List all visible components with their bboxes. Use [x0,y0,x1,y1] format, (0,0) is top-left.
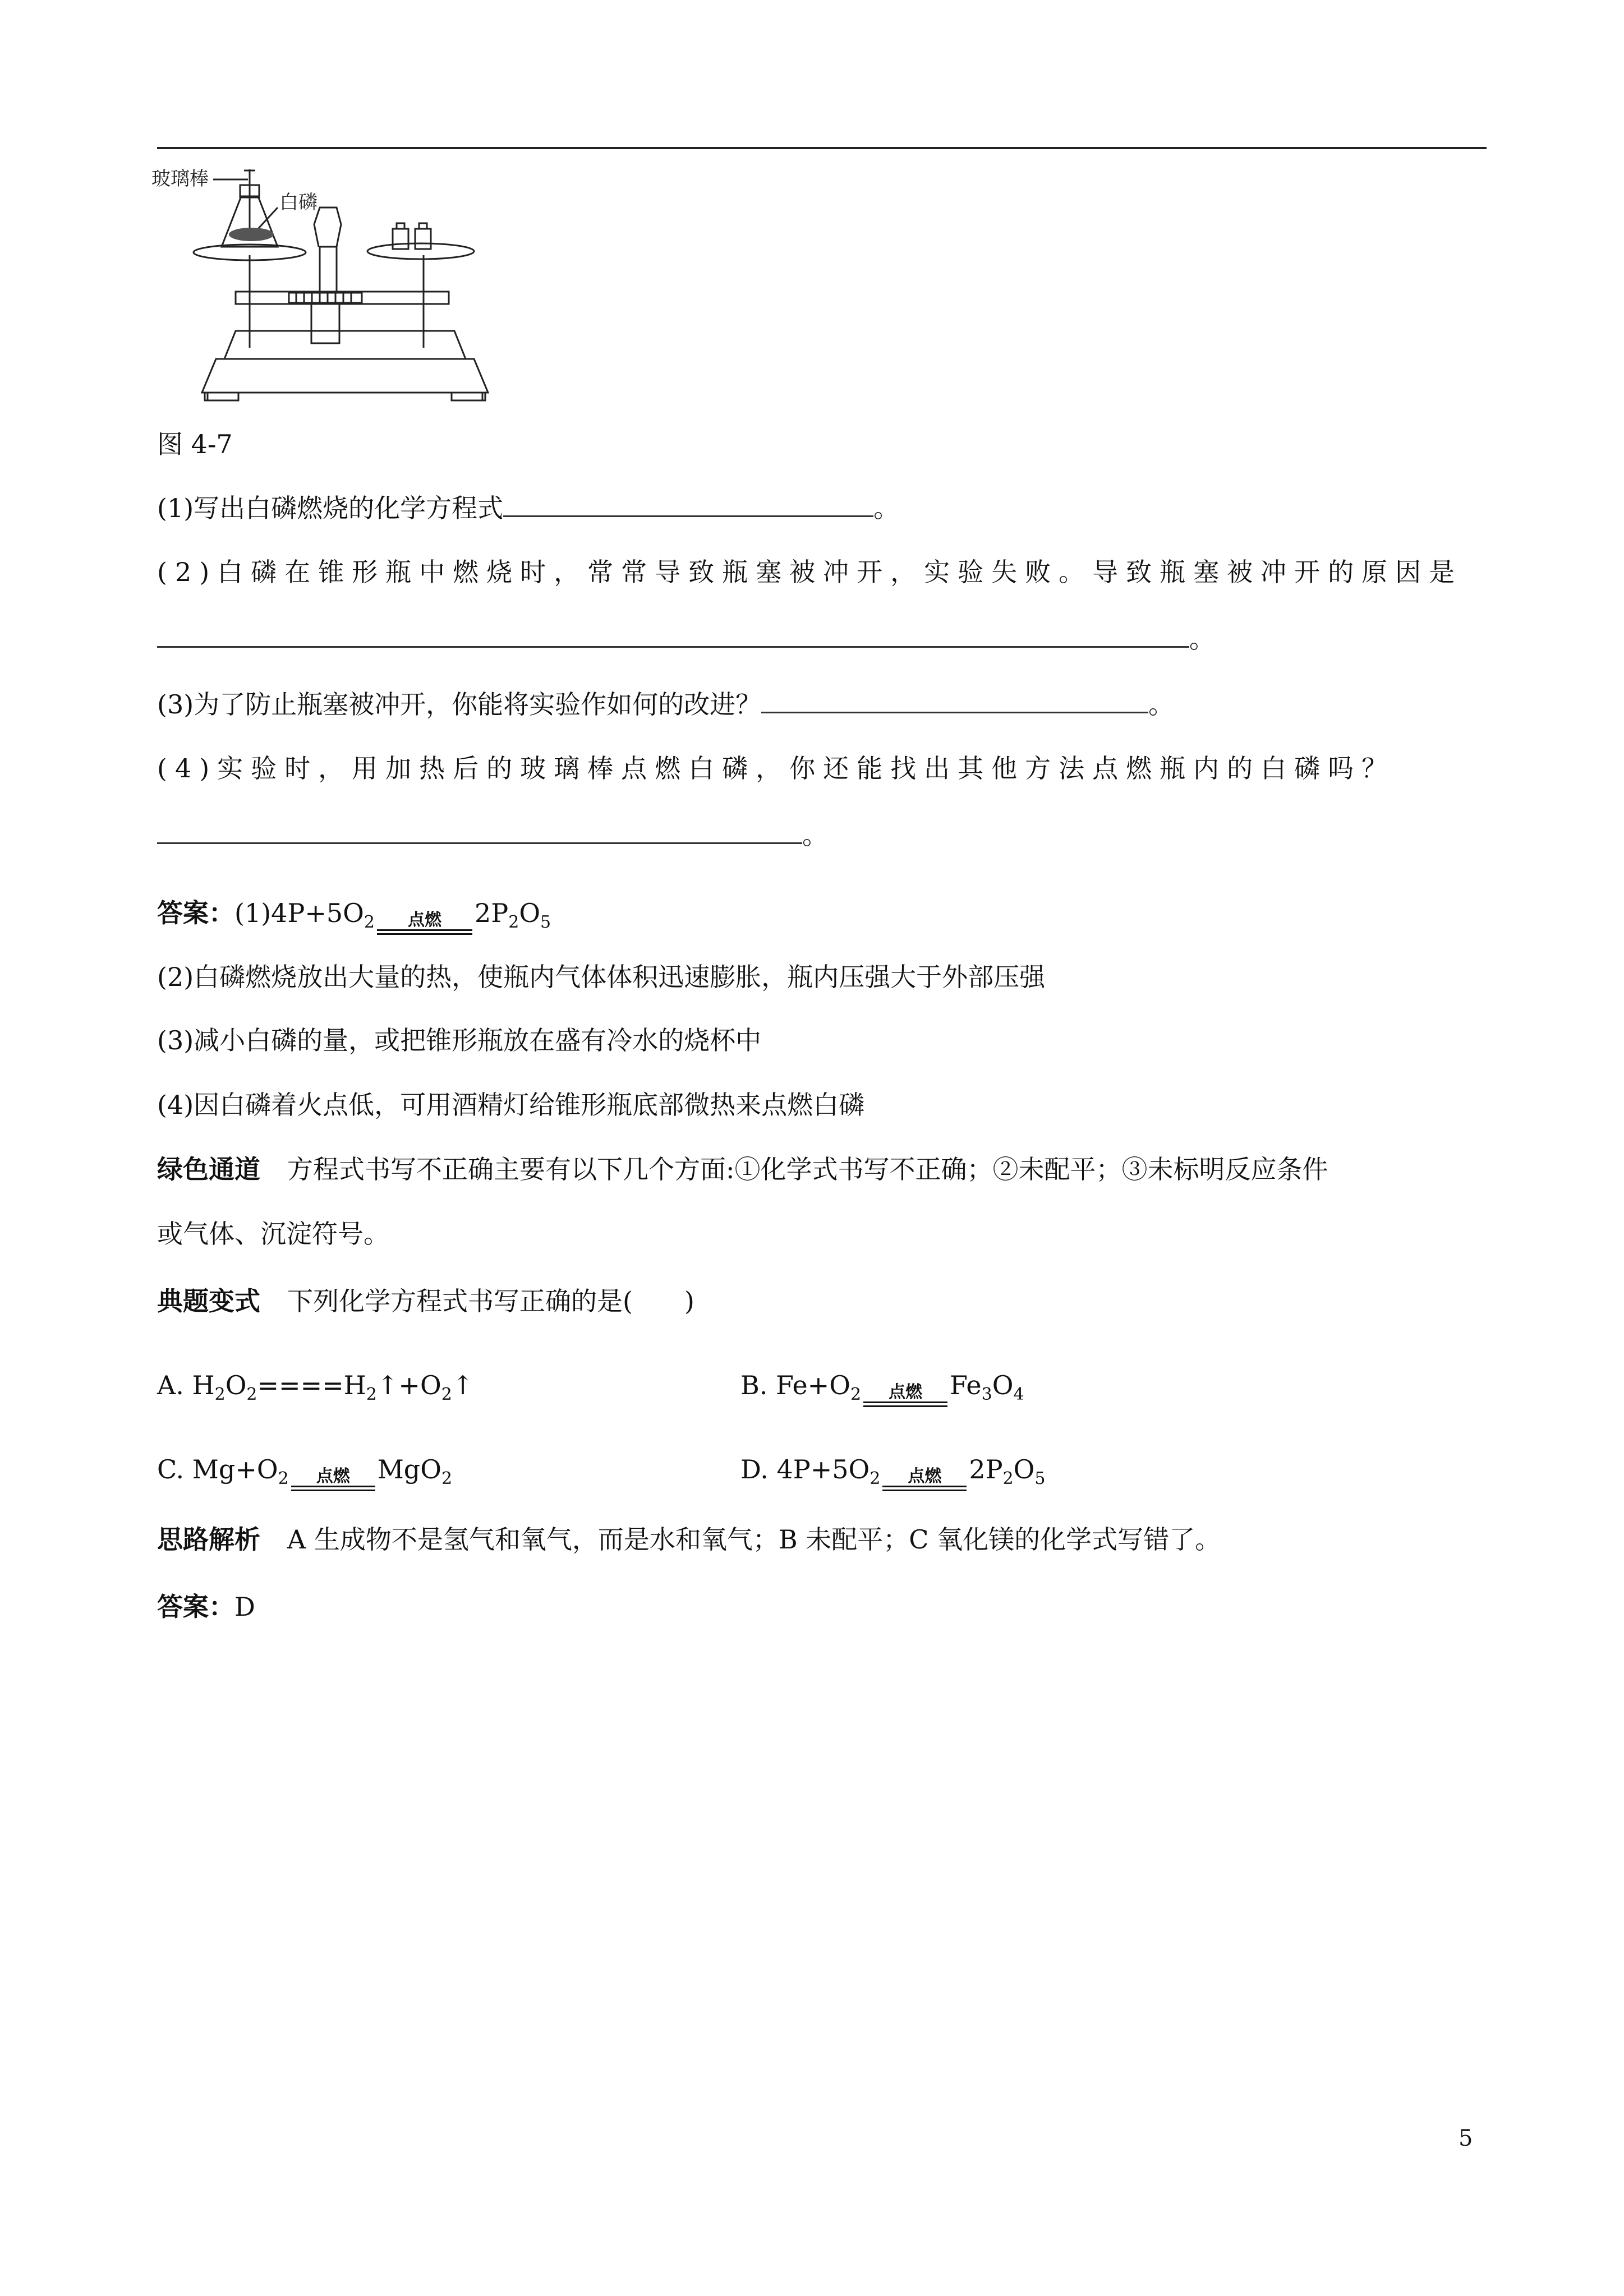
option-c[interactable] [157,1453,452,1491]
formula-part: ↑ [452,1370,474,1400]
answer-blank-4[interactable] [157,818,802,844]
formula-part: D. 4P+5O [740,1454,870,1484]
final-answer [157,1590,255,1624]
answer-1-product-o: O [519,898,541,928]
formula-part: 3 [981,1385,992,1404]
formula-part: ====H [257,1370,366,1400]
formula-part: 2 [850,1385,862,1404]
formula-part: 点燃 [908,1467,942,1486]
label-glass-rod: 玻璃棒 [151,168,209,190]
question-3-text: (3)为了防止瓶塞被冲开，你能将实验作如何的改进？ [157,689,762,720]
answer-blank-1[interactable] [503,491,873,517]
answer-3: (3)减小白磷的量，或把锥形瓶放在盛有冷水的烧杯中 [157,1025,762,1055]
question-3 [157,687,1174,721]
balance-figure [151,163,510,409]
question-3-end: 。 [1148,689,1175,720]
option-b[interactable] [740,1368,1024,1407]
formula-part: 2 [214,1385,226,1404]
equals-bar [377,929,472,935]
subscript: 5 [540,912,551,932]
question-4: (4)实验时，用加热后的玻璃棒点燃白磷，你还能找出其他方法点燃瓶内的白磷吗？ [157,753,1396,783]
reaction-condition-arrow [882,1468,967,1491]
answer-1-product: 2P [475,898,509,928]
question-1-end: 。 [873,493,900,523]
formula-part: 5 [1034,1469,1046,1488]
answer-2: (2)白磷燃烧放出大量的热，使瓶内气体体积迅速膨胀，瓶内压强大于外部压强 [157,962,1046,992]
formula-part: B. Fe+O [740,1370,850,1400]
answer-blank-3[interactable] [761,687,1148,713]
formula-part: A. H [157,1370,215,1400]
formula-part: 2P [969,1454,1003,1484]
formula-part: 2 [1002,1469,1014,1488]
formula-part: 2 [366,1385,377,1404]
formula-part: 2 [869,1469,881,1488]
white-phosphorus-mark [229,228,274,241]
question-4-end: 。 [802,820,828,850]
analysis [157,1523,1221,1556]
reaction-condition-arrow [291,1468,375,1491]
formula-part: 点燃 [316,1467,350,1486]
question-2: (2)白磷在锥形瓶中燃烧时，常常导致瓶塞被冲开，实验失败。导致瓶塞被冲开的原因是 [157,557,1463,587]
analysis-text: A 生成物不是氢气和氧气，而是水和氧气；B 未配平；C 氧化镁的化学式写错了。 [287,1524,1221,1555]
answer-4: (4)因白磷着火点低，可用酒精灯给锥形瓶底部微热来点燃白磷 [157,1090,865,1120]
green-channel-label: 绿色通道 [157,1154,260,1184]
formula-part: ↑+O [376,1370,441,1400]
page-number: 5 [1459,2126,1473,2151]
question-4-blank-line [157,818,828,852]
answer-blank-2[interactable] [157,621,1189,648]
formula-part: 2 [246,1385,257,1404]
subscript: 2 [508,912,519,932]
formula-part: C. Mg+O [157,1454,278,1484]
formula-part: 2 [278,1469,289,1488]
formula-part: Fe [950,1370,982,1400]
reaction-condition-arrow [863,1384,947,1407]
analysis-label: 思路解析 [157,1524,260,1555]
green-channel-text-2: 或气体、沉淀符号。 [157,1219,389,1249]
variant-question-text: 下列化学方程式书写正确的是( ) [287,1286,694,1316]
question-1 [157,491,899,525]
label-white-phosphorus: 白磷 [279,191,318,214]
condition-label: 点燃 [408,910,441,930]
header-rule [157,147,1487,149]
formula-part: 4 [1013,1385,1024,1404]
answer-label: 答案： [157,898,234,928]
formula-part: O [1013,1454,1035,1484]
question-2-blank-line [157,621,1215,656]
final-answer-label: 答案： [157,1592,234,1622]
option-a[interactable] [157,1368,473,1402]
figure-caption: 图 4-7 [157,429,233,459]
green-channel [157,1152,1328,1186]
answer-1 [157,896,551,935]
answer-1-reactants: (1)4P+5O [234,898,364,928]
question-1-text: (1)写出白磷燃烧的化学方程式 [157,493,504,523]
reaction-condition-arrow [377,911,472,935]
green-channel-text-1: 方程式书写不正确主要有以下几个方面:①化学式书写不正确；②未配平；③未标明反应条件 [287,1154,1328,1184]
option-d[interactable] [740,1453,1045,1491]
formula-part: MgO [377,1454,441,1484]
formula-part: O [992,1370,1014,1400]
formula-part: 2 [441,1385,452,1404]
formula-part: O [225,1370,247,1400]
final-answer-value: D [234,1592,255,1622]
formula-part: 2 [441,1469,453,1488]
variant-label: 典题变式 [157,1286,260,1316]
question-2-end: 。 [1189,624,1215,654]
variant-question [157,1284,694,1318]
subscript: 2 [364,912,375,932]
formula-part: 点燃 [889,1382,923,1402]
